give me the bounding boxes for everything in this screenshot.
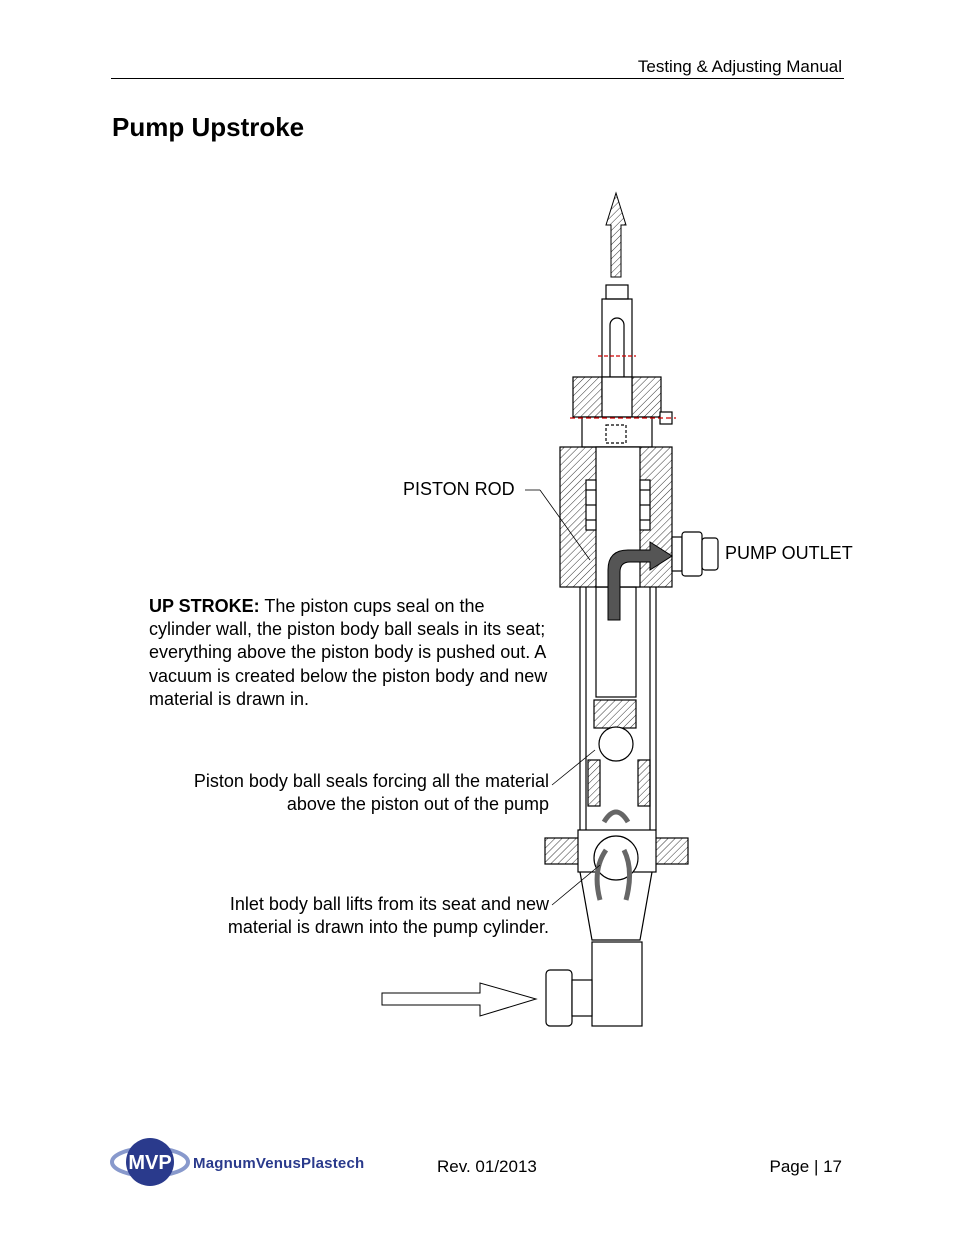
- inlet-arrow: [382, 983, 536, 1016]
- page-title: Pump Upstroke: [112, 112, 305, 142]
- upstroke-heading: UP STROKE:: [149, 596, 260, 616]
- pump-outlet-fitting: [672, 532, 718, 576]
- inlet-body: [545, 830, 688, 940]
- revision: Rev. 01/2013: [437, 1157, 537, 1176]
- logo-mark: MVP: [128, 1152, 172, 1174]
- wet-cup: [570, 377, 676, 447]
- page-number: Page | 17: [769, 1157, 842, 1176]
- inlet-line-1: Inlet body ball lifts from its seat and new: [229, 894, 549, 914]
- ball-seal-caption: [194, 770, 549, 816]
- ball-seal-line-2: above the piston out of the pump: [286, 794, 549, 814]
- inlet-caption: [228, 893, 549, 939]
- header-title: Testing & Adjusting Manual: [637, 57, 842, 76]
- piston-ball: [588, 727, 650, 822]
- inlet-fitting: [546, 942, 642, 1026]
- upstroke-arrow: [606, 193, 626, 277]
- piston-rod-label: PISTON ROD: [403, 479, 515, 499]
- upstroke-description: [149, 595, 549, 711]
- inlet-line-2: material is drawn into the pump cylinder.: [227, 917, 549, 937]
- pump-outlet-label: PUMP OUTLET: [725, 543, 853, 563]
- brand-name: MagnumVenusPlastech: [193, 1155, 365, 1172]
- ball-seal-line-1: Piston body ball seals forcing all the material: [193, 771, 549, 791]
- upstroke-body: The piston cups seal on the cylinder wall, the piston body ball seals in its seat; everything above the piston body is pushed out. A vacuum is created below the piston body and new material is drawn in.: [149, 596, 548, 709]
